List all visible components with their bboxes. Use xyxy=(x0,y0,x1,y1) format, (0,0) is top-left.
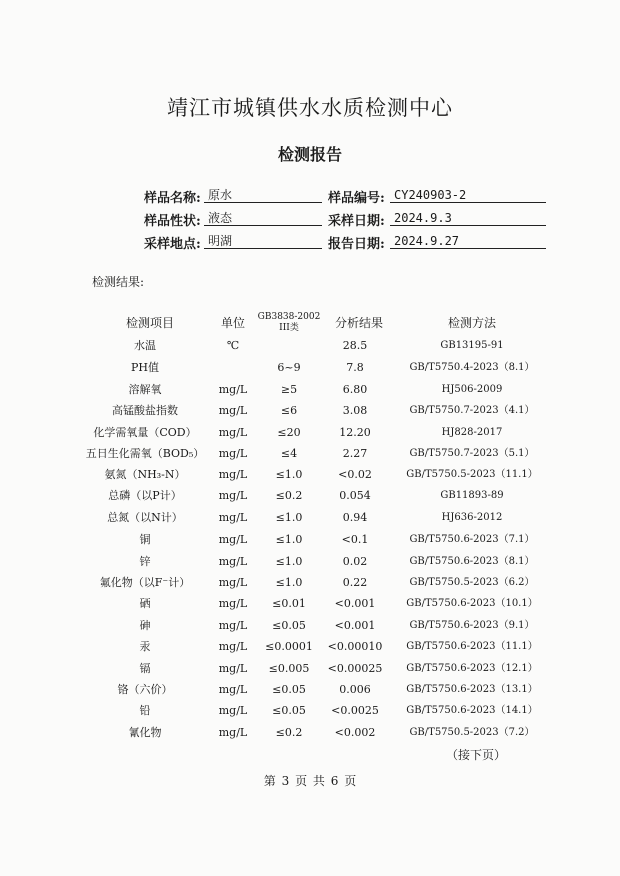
row-method: GB/T5750.5-2023（11.1） xyxy=(406,469,538,480)
row-standard: ≤1.0 xyxy=(275,576,303,589)
row-method: HJ506-2009 xyxy=(441,384,503,395)
row-unit: mg/L xyxy=(218,489,248,502)
row-result: 7.8 xyxy=(346,361,364,374)
row-method: GB/T5750.6-2023（8.1） xyxy=(409,556,535,567)
row-method: GB/T5750.6-2023（9.1） xyxy=(409,620,535,631)
row-result: <0.002 xyxy=(334,726,376,739)
row-item: 铅 xyxy=(139,704,151,717)
row-unit: mg/L xyxy=(218,704,248,717)
row-method: GB/T5750.5-2023（6.2） xyxy=(409,577,535,588)
table-row xyxy=(0,701,620,721)
continued-note: （接下页） xyxy=(446,748,507,762)
row-standard: ≤0.2 xyxy=(275,726,303,739)
row-method: GB/T5750.5-2023（7.2） xyxy=(409,727,535,738)
page-mid: 页 共 xyxy=(295,774,325,788)
page-suffix: 页 xyxy=(344,774,357,788)
row-unit: ℃ xyxy=(226,339,240,352)
row-result: 28.5 xyxy=(342,339,368,352)
row-item: 镉 xyxy=(139,662,151,675)
table-row xyxy=(0,336,620,356)
organization-title: 靖江市城镇供水水质检测中心 xyxy=(167,96,453,120)
row-standard: ≤0.01 xyxy=(272,597,306,610)
row-method: GB/T5750.7-2023（5.1） xyxy=(409,448,535,459)
row-result: 3.08 xyxy=(342,404,368,417)
header-item: 检测项目 xyxy=(125,316,174,330)
row-unit: mg/L xyxy=(218,619,248,632)
row-standard: ≤4 xyxy=(280,447,298,460)
table-row xyxy=(0,358,620,378)
row-standard: ≤0.05 xyxy=(272,619,306,632)
row-item: 氨氮（NH₃-N） xyxy=(104,468,186,481)
table-row xyxy=(0,594,620,614)
row-method: GB11893-89 xyxy=(440,490,504,501)
table-row xyxy=(0,423,620,443)
header-standard-line2: III类 xyxy=(279,323,299,333)
table-row xyxy=(0,508,620,528)
table-row xyxy=(0,465,620,485)
row-result: <0.1 xyxy=(341,533,369,546)
row-standard: 6~9 xyxy=(277,361,301,374)
row-result: 0.22 xyxy=(342,576,368,589)
row-standard: ≤1.0 xyxy=(275,511,303,524)
row-item: 高锰酸盐指数 xyxy=(112,404,178,417)
row-item: 水温 xyxy=(134,339,156,352)
row-result: <0.001 xyxy=(334,597,376,610)
row-item: 化学需氧量（COD） xyxy=(93,426,197,439)
row-result: 2.27 xyxy=(342,447,368,460)
row-unit: mg/L xyxy=(218,640,248,653)
row-method: GB/T5750.7-2023（4.1） xyxy=(409,405,535,416)
header-method: 检测方法 xyxy=(447,316,496,330)
row-method: GB/T5750.6-2023（12.1） xyxy=(406,663,538,674)
row-item: PH值 xyxy=(131,361,159,374)
row-result: <0.0025 xyxy=(331,704,379,717)
row-method: GB/T5750.6-2023（10.1） xyxy=(406,598,538,609)
table-row xyxy=(0,380,620,400)
row-standard: ≤0.05 xyxy=(272,683,306,696)
location-value: 明湖 xyxy=(204,233,322,249)
header-standard-line1: GB3838-2002 xyxy=(257,312,321,322)
row-method: GB/T5750.6-2023（13.1） xyxy=(406,684,538,695)
report-date-value: 2024.9.27 xyxy=(390,233,546,249)
row-method: GB/T5750.6-2023（7.1） xyxy=(409,534,535,545)
row-unit: mg/L xyxy=(218,383,248,396)
header-result: 分析结果 xyxy=(334,316,383,330)
row-unit: mg/L xyxy=(218,597,248,610)
table-row xyxy=(0,573,620,593)
row-method: HJ828-2017 xyxy=(441,427,503,438)
table-row xyxy=(0,444,620,464)
report-date-label: 报告日期: xyxy=(328,237,385,252)
location-label: 采样地点: xyxy=(144,237,201,252)
table-row xyxy=(0,552,620,572)
row-result: 12.20 xyxy=(339,426,371,439)
row-standard: ≤1.0 xyxy=(275,533,303,546)
table-row xyxy=(0,659,620,679)
sample-date-label: 采样日期: xyxy=(328,214,385,229)
row-standard: ≤0.0001 xyxy=(265,640,313,653)
table-row xyxy=(0,680,620,700)
row-result: 0.02 xyxy=(342,555,368,568)
sample-date-value: 2024.9.3 xyxy=(390,210,546,226)
row-unit: mg/L xyxy=(218,447,248,460)
row-item: 铬（六价） xyxy=(117,683,173,696)
table-row xyxy=(0,637,620,657)
row-unit: mg/L xyxy=(218,576,248,589)
row-item: 溶解氧 xyxy=(128,383,162,396)
row-method: GB/T5750.6-2023（14.1） xyxy=(406,705,538,716)
row-result: <0.001 xyxy=(334,619,376,632)
sample-state-value: 液态 xyxy=(204,210,322,226)
row-result: 0.006 xyxy=(339,683,371,696)
row-item: 总氮（以N计） xyxy=(107,511,183,524)
table-row xyxy=(0,401,620,421)
row-method: GB13195-91 xyxy=(440,340,504,351)
row-result: 0.94 xyxy=(342,511,368,524)
row-result: <0.00010 xyxy=(327,640,383,653)
table-row xyxy=(0,616,620,636)
row-item: 五日生化需氧（BOD₅） xyxy=(85,447,205,460)
row-standard: ≤0.2 xyxy=(275,489,303,502)
row-unit: mg/L xyxy=(218,426,248,439)
row-method: GB/T5750.6-2023（11.1） xyxy=(406,641,538,652)
row-item: 硒 xyxy=(139,597,151,610)
report-title: 检测报告 xyxy=(277,145,342,164)
table-row xyxy=(0,723,620,743)
sample-id-label: 样品编号: xyxy=(328,191,385,206)
row-standard: ≤20 xyxy=(277,426,301,439)
row-result: 6.80 xyxy=(342,383,368,396)
page-footer xyxy=(0,772,620,789)
row-standard: ≤1.0 xyxy=(275,468,303,481)
row-standard: ≥5 xyxy=(280,383,298,396)
row-result: <0.02 xyxy=(338,468,372,481)
row-unit: mg/L xyxy=(218,726,248,739)
row-unit: mg/L xyxy=(218,683,248,696)
row-unit: mg/L xyxy=(218,555,248,568)
row-item: 锌 xyxy=(139,555,151,568)
row-unit: mg/L xyxy=(218,468,248,481)
row-standard: ≤0.005 xyxy=(268,662,310,675)
row-unit: mg/L xyxy=(218,404,248,417)
table-row xyxy=(0,530,620,550)
page-prefix: 第 xyxy=(263,774,276,788)
sample-name-value: 原水 xyxy=(204,187,322,203)
row-standard: ≤0.05 xyxy=(272,704,306,717)
header-unit: 单位 xyxy=(220,316,245,330)
table-row xyxy=(0,486,620,506)
row-unit: mg/L xyxy=(218,662,248,675)
row-item: 氰化物 xyxy=(128,726,162,739)
row-unit: mg/L xyxy=(218,511,248,524)
row-result: 0.054 xyxy=(339,489,371,502)
row-item: 汞 xyxy=(139,640,151,653)
row-item: 砷 xyxy=(139,619,151,632)
row-result: <0.00025 xyxy=(327,662,383,675)
sample-name-label: 样品名称: xyxy=(144,191,201,206)
row-item: 铜 xyxy=(139,533,151,546)
row-item: 总磷（以P计） xyxy=(108,489,182,502)
row-unit: mg/L xyxy=(218,533,248,546)
results-label: 检测结果: xyxy=(92,275,145,289)
sample-state-label: 样品性状: xyxy=(144,214,201,229)
total-pages: 6 xyxy=(330,774,339,788)
row-standard: ≤6 xyxy=(280,404,298,417)
row-method: HJ636-2012 xyxy=(441,512,503,523)
row-item: 氟化物（以F⁻计） xyxy=(99,576,191,589)
sample-id-value: CY240903-2 xyxy=(390,187,546,203)
row-method: GB/T5750.4-2023（8.1） xyxy=(409,362,535,373)
row-standard: ≤1.0 xyxy=(275,555,303,568)
page-number: 3 xyxy=(281,774,290,788)
